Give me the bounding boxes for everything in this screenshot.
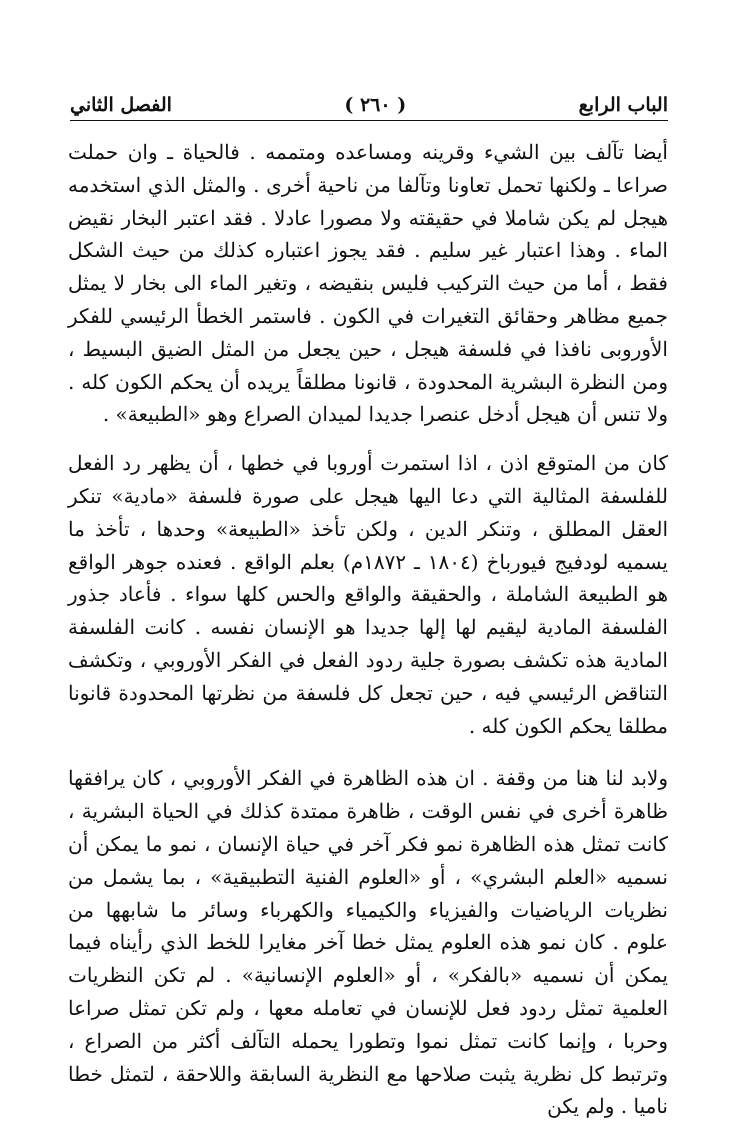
paragraph-2: كان من المتوقع اذن ، اذا استمرت أوروبا في خطها ، أن يظهر رد الفعل للفلسفة المثالية التي دعا اليها هيجل على صورة فلسفة «مادية» تنكر العقل المطلق ، وتنكر الدين ، ولكن تأخذ «الطبيعة» وحدها ، تأخذ ما يسميه لودفيج فيورباخ (١٨٠٤ ـ ١٨٧٢م) بعلم الواقع . فعنده جوهر الواقع هو الطبيعة الشاملة ، والحقيقة والواقع والحس كلها سواء . فأعاد جذور الفلسفة المادية ليقيم لها إلها جديدا هو الإنسان نفسه . كانت الفلسفة المادية هذه تكشف بصورة جلية ردود الفعل في الفكر الأوروبي ، وتكشف التناقض الرئيسي فيه ، حين تجعل كل فلسفة من نظرتها المحدودة قانونا مطلقا يحكم الكون كله . [68, 451, 668, 738]
paragraph-3: ولابد لنا هنا من وقفة . ان هذه الظاهرة في الفكر الأوروبي ، كان يرافقها ظاهرة أخرى في نفس الوقت ، ظاهرة ممتدة كذلك في الحياة البشرية ، كانت تمثل هذه الظاهرة نمو فكر آخر في حياة الإنسان ، نمو ما يمكن أن نسميه «العلم البشري» ، أو «العلوم الفنية التطبيقية» ، بما يشمل من نظريات الرياضيات والفيزياء والكيمياء والكهرباء وسائر ما شابهها من علوم . كان نمو هذه العلوم يمثل خطا آخر مغايرا للخط الذي رأيناه فيما يمكن أن نسميه «بالفكر» ، أو «العلوم الإنسانية» . لم تكن النظريات العلمية تمثل ردود فعل للإنسان في تعامله معها ، ولم تكن تمثل صراعا وحربا ، وإنما كانت تمثل نموا وتطورا يحمله التآلف أكثر من الصراع ، وترتبط كل نظرية يثبت صلاحها مع النظرية السابقة واللاحقة ، لتمثل خطا ناميا . ولم يكن [68, 766, 668, 1119]
body-text [68, 136, 668, 1123]
page-number: ( ٢٦٠ ) [344, 94, 407, 116]
chapter-title: الباب الرابع [578, 94, 668, 116]
page-header [70, 86, 668, 121]
paragraph-1: أيضا تآلف بين الشيء وقرينه ومساعده ومتممه . فالحياة ـ وان حملت صراعا ـ ولكنها تحمل تعاونا وتآلفا من ناحية أخرى . والمثل الذي استخدمه هيجل لم يكن شاملا في حقيقته ولا مصورا عادلا . فقد اعتبر البخار نقيض الماء . وهذا اعتبار غير سليم . فقد يجوز اعتباره كذلك من حيث الشكل فقط ، أما من حيث التركيب فليس بنقيضه ، وتغير الماء الى بخار لا يمثل جميع مظاهر وحقائق التغيرات في الكون . فاستمر الخطأ الرئيسي للفكر الأوروبى نافذا في فلسفة هيجل ، حين يجعل من المثل الضيق البسيط ، ومن النظرة البشرية المحدودة ، قانونا مطلقاً يريده أن يحكم الكون كله . ولا تنس أن هيجل أدخل عنصرا جديدا لميدان الصراع وهو «الطبيعة» . [68, 140, 668, 427]
section-title: الفصل الثاني [70, 94, 172, 116]
